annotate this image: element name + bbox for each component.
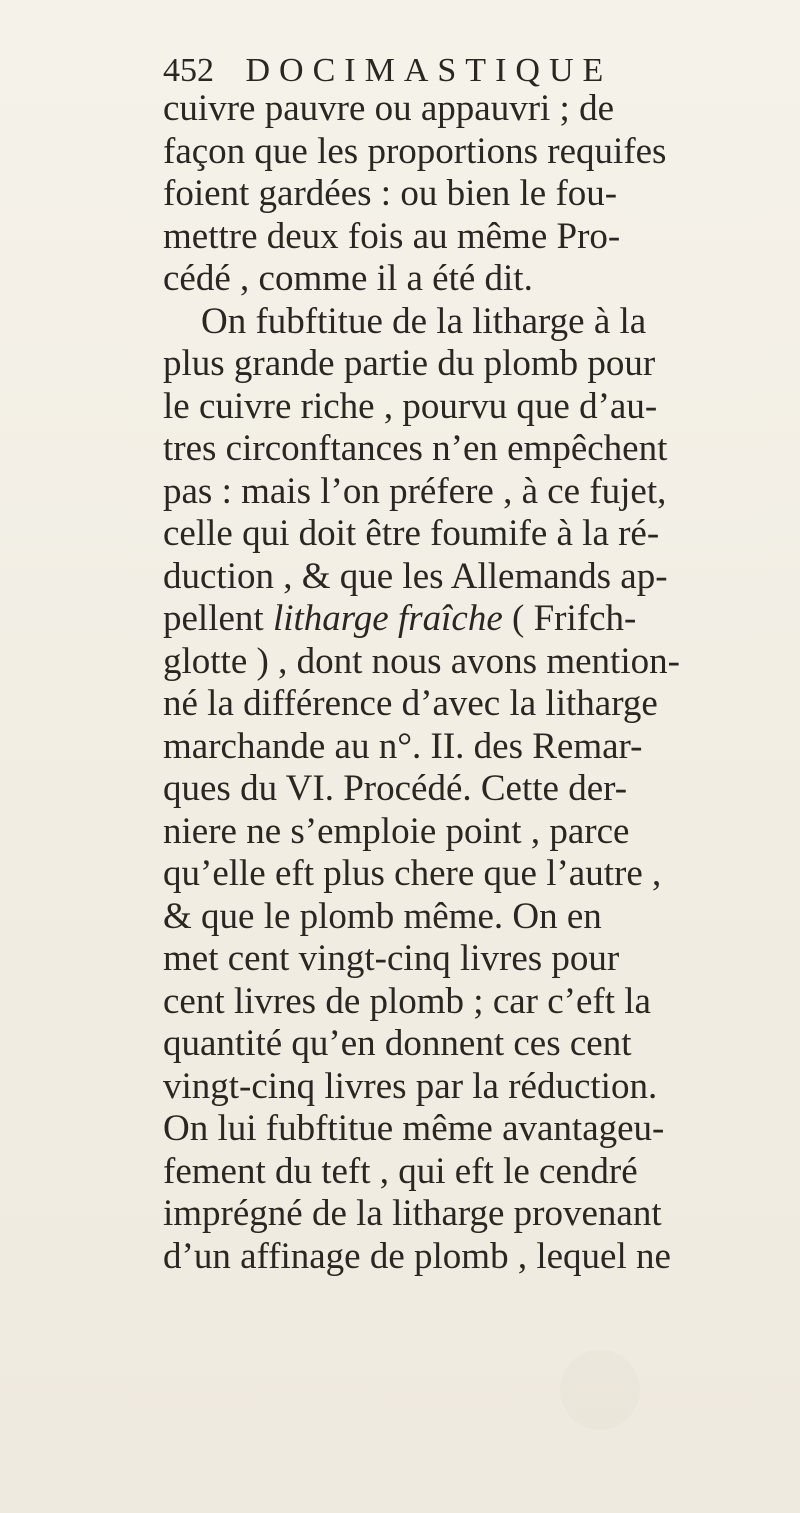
italic-term: litharge fraîche	[272, 598, 503, 639]
text-line: celle qui doit être foumife à la ré-	[163, 513, 660, 554]
text-line: né la différence d’avec la litharge	[163, 683, 658, 724]
text-line: plus grande partie du plomb pour	[163, 343, 656, 384]
text-line: glotte ) , dont nous avons mention-	[163, 640, 680, 682]
body-text	[163, 88, 793, 1278]
page-number: 452	[163, 52, 214, 89]
text-line: cuivre pauvre ou appauvri ; de	[163, 88, 615, 129]
text-line: façon que les proportions requifes	[163, 130, 667, 172]
text-line: le cuivre riche , pourvu que d’au-	[163, 385, 658, 427]
paragraph-start-line: On fubftitue de la litharge à la	[201, 300, 647, 342]
text-line: cent livres de plomb ; car c’eft la	[163, 980, 651, 1022]
text-line: pas : mais l’on préfere , à ce fujet,	[163, 470, 667, 512]
paper-stain	[560, 1350, 640, 1430]
text-fragment: ( Frifch-	[502, 598, 637, 639]
text-line: & que le plomb même. On en	[163, 895, 602, 937]
text-line: cédé , comme il a été dit.	[163, 258, 533, 299]
text-line: foient gardées : ou bien le fou-	[163, 173, 618, 214]
text-line: mettre deux fois au même Pro-	[163, 215, 621, 257]
running-title: DOCIMASTIQUE	[245, 52, 613, 89]
text-line: On lui fubftitue même avantageu-	[163, 1108, 665, 1149]
text-line: d’un affinage de plomb , lequel ne	[163, 1235, 671, 1277]
text-line: met cent vingt-cinq livres pour	[163, 938, 620, 979]
text-line: qu’elle eft plus chere que l’autre ,	[163, 853, 662, 894]
text-line: ques du VI. Procédé. Cette der-	[163, 768, 628, 809]
text-line: vingt-cinq livres par la réduction.	[163, 1065, 658, 1107]
text-line: imprégné de la litharge provenant	[163, 1193, 662, 1234]
text-line: tres circonftances n’en empêchent	[163, 428, 668, 469]
text-line: marchande au n°. II. des Remar-	[163, 725, 643, 767]
mixed-style-line	[163, 598, 793, 641]
text-line: niere ne s’emploie point , parce	[163, 810, 630, 852]
text-line: duction , & que les Allemands ap-	[163, 555, 668, 597]
text-fragment: pellent	[163, 598, 273, 639]
text-line: quantité qu’en donnent ces cent	[163, 1023, 632, 1064]
text-line: fement du teft , qui eft le cendré	[163, 1150, 638, 1192]
